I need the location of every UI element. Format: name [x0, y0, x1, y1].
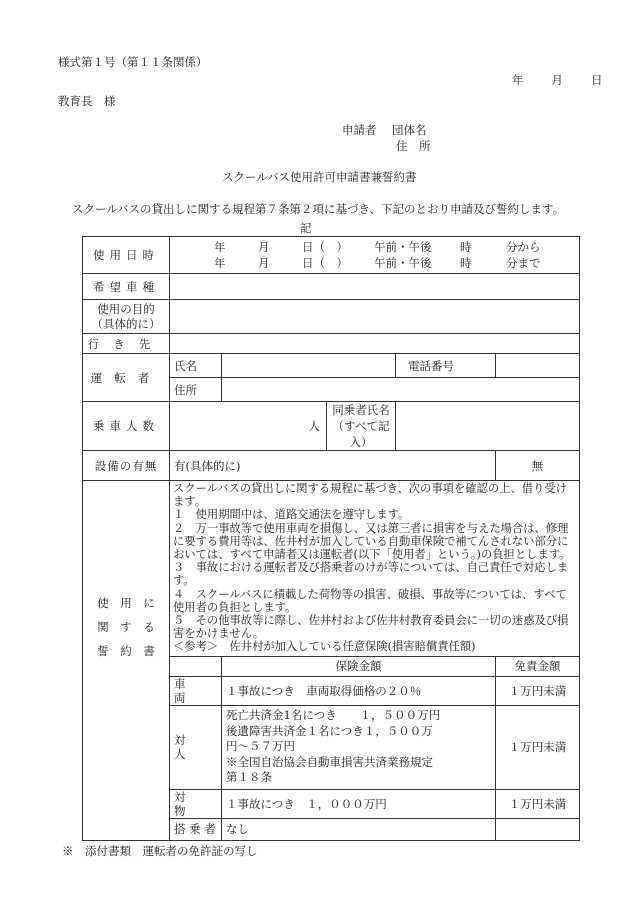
passenger-count-field[interactable] [170, 402, 327, 451]
org-name-label: 団体名 [392, 123, 427, 137]
companion-names-field[interactable] [396, 402, 580, 451]
pledge-label-line2: 関 す る [97, 620, 155, 634]
insurance-deductible: １万円未満 [496, 705, 580, 789]
date-line [512, 72, 603, 88]
insurance-deductible: １万円未満 [496, 789, 580, 818]
to-ampm: 午前・午後 [374, 256, 432, 270]
companion-label-line1: 同乗者氏名 [332, 403, 390, 417]
driver-name-field[interactable] [222, 354, 396, 378]
purpose-label-line1: 使用の目的 [97, 301, 155, 316]
driver-name-label: 氏名 [170, 354, 222, 378]
equipment-yes[interactable]: 有(具体的に) [170, 451, 496, 481]
pledge-item-2: ２ 万一事故等で使用車両を損傷し、又は第三者に損害を与えた場合は、修理に要する費用等は、佐井村が加入している自動車保険で補てんされない部分においては、すべて申請者又は運転者(以下「使用者」という。)の負担とします。 [173, 521, 571, 562]
insurance-amount-line: 後遺障害共済金１名につき１，５００万 [226, 723, 433, 738]
companion-label [327, 402, 396, 451]
from-month: 月 [258, 240, 270, 254]
passenger-unit: 人 [308, 419, 320, 433]
applicant-label: 申請者 [342, 123, 377, 137]
application-form [82, 236, 580, 841]
purpose-label-line2: （具体的に） [91, 316, 161, 331]
date-year: 年 [512, 73, 524, 87]
insurance-amount-line: 第１８条 [226, 770, 272, 785]
pledge-item-4: ４ スクールバスに積載した荷物等の損害、破損、事故等については、すべて使用者の負担とします。 [173, 587, 567, 614]
address-label: 住 所 [396, 139, 431, 153]
destination-label: 行き先 [83, 334, 170, 354]
row-destination [83, 334, 580, 354]
insurance-deductible [496, 818, 580, 840]
driver-address-label: 住所 [170, 378, 222, 402]
insurance-col-deductible: 免責金額 [496, 656, 580, 676]
pledge-item-5: ５ その他事故等に際し、佐井村および佐井村教育委員会に一切の迷惑及び損害をかけません。 [173, 614, 569, 641]
pledge-item-3: ３ 事故における運転者及び搭乗者のけが等については、自己責任で対応します。 [173, 561, 569, 588]
driver-phone-field[interactable] [496, 354, 580, 378]
from-ampm: 午前・午後 [374, 240, 432, 254]
ki-mark: 記 [300, 221, 312, 235]
to-suffix: 分まで [506, 256, 541, 270]
companion-label-line2: （すべて記入） [332, 419, 390, 449]
equipment-label: 設備の有無 [83, 451, 170, 481]
insurance-deductible: １万円未満 [496, 676, 580, 705]
insurance-amount: １事故につき 車両取得価格の２０％ [222, 676, 496, 705]
document-title: スクールバス使用許可申請書兼誓約書 [222, 170, 417, 184]
use-datetime-field[interactable] [170, 237, 580, 274]
driver-label: 運転者 [83, 354, 170, 402]
pledge-intro: スクールバスの貸出しに関する規程に基づき、次の事項を確認の上、借り受けます。 [173, 482, 567, 509]
insurance-amount-line: ※全国自治協会自動車損害共済業務規定 [226, 754, 433, 769]
insurance-amount [222, 705, 496, 789]
purpose-label [83, 300, 170, 334]
from-day: 日（ ） [302, 240, 348, 254]
to-month: 月 [258, 256, 270, 270]
purpose-field[interactable] [170, 300, 580, 334]
driver-address-field[interactable] [222, 378, 580, 402]
pledge-terms [170, 481, 580, 657]
insurance-amount: １事故につき １，０００万円 [222, 789, 496, 818]
to-day: 日（ ） [302, 256, 348, 270]
from-suffix: 分から [506, 240, 541, 254]
row-purpose [83, 300, 580, 334]
insurance-category: 搭 乗 者 [170, 818, 222, 840]
date-day: 日 [591, 73, 603, 87]
row-pledge-text [83, 481, 580, 657]
insurance-category: 対 人 [170, 705, 222, 789]
intro-text: スクールバスの貸出しに関する規程第７条第２項に基づき、下記のとおり申請及び誓約します。 [72, 202, 565, 216]
equipment-no[interactable]: 無 [496, 451, 580, 481]
addressee: 教育長 様 [58, 94, 116, 108]
insurance-category: 車 両 [170, 676, 222, 705]
pledge-label-line3: 誓 約 書 [97, 644, 155, 658]
insurance-amount-line: 死亡共済金1名につき １，５００万円 [226, 708, 441, 723]
attachment-note: ※ 添付書類 運転者の免許証の写し [62, 844, 258, 858]
to-year: 年 [214, 256, 226, 270]
insurance-amount-line: 円～５７万円 [226, 739, 295, 754]
row-use-datetime [83, 237, 580, 274]
row-passengers [83, 402, 580, 451]
pledge-label-line1: 使 用 に [97, 596, 155, 610]
date-month: 月 [551, 73, 563, 87]
pledge-label [83, 481, 170, 841]
form-number: 様式第１号（第１１条関係） [58, 55, 208, 69]
insurance-category: 対 物 [170, 789, 222, 818]
vehicle-type-label: 希望車種 [83, 274, 170, 300]
pledge-reference: ＜参考＞ 佐井村が加入している任意保険(損害賠償責任額) [173, 640, 476, 654]
destination-field[interactable] [170, 334, 580, 354]
row-driver-name [83, 354, 580, 378]
row-equipment [83, 451, 580, 481]
to-hour: 時 [460, 256, 472, 270]
passengers-label: 乗車人数 [83, 402, 170, 451]
from-hour: 時 [460, 240, 472, 254]
vehicle-type-field[interactable] [170, 274, 580, 300]
insurance-col-category [170, 656, 222, 676]
insurance-amount: なし [222, 818, 496, 840]
pledge-item-1: １ 使用期間中は、道路交通法を遵守します。 [173, 508, 410, 522]
row-vehicle-type [83, 274, 580, 300]
from-year: 年 [214, 240, 226, 254]
use-datetime-label: 使用日時 [83, 237, 170, 274]
driver-phone-label: 電話番号 [396, 354, 496, 378]
insurance-col-amount: 保険金額 [222, 656, 496, 676]
